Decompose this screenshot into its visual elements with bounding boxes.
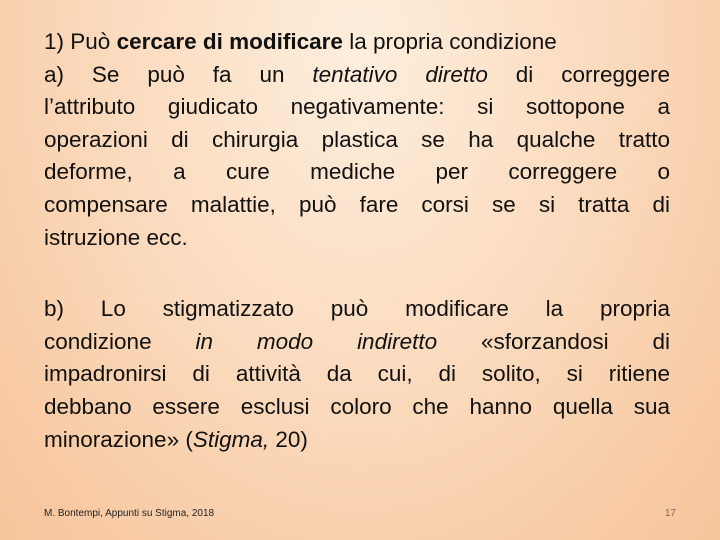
para-b-line-2-pre: condizione bbox=[44, 328, 196, 354]
para-b-line-5 bbox=[44, 424, 670, 457]
para-a-line-5: compensare malattie, può fare corsi se si tratta di bbox=[44, 191, 670, 217]
para-b-line-5-pre: minorazione» ( bbox=[44, 426, 193, 452]
para-a-line-3: operazioni di chirurgia plastica se ha qualche tratto bbox=[44, 126, 670, 152]
para-a-line-1 bbox=[44, 59, 670, 92]
heading-bold: cercare di modificare bbox=[116, 29, 343, 54]
para-a-italic: tentativo diretto bbox=[312, 61, 488, 87]
page-number: 17 bbox=[664, 508, 676, 519]
paragraph-gap bbox=[44, 254, 670, 293]
para-b-italic: in modo indiretto bbox=[195, 328, 438, 354]
para-b-line-1: b) Lo stigmatizzato può modificare la propria bbox=[44, 296, 670, 322]
heading-number: 1) bbox=[44, 29, 71, 54]
heading-post: la propria condizione bbox=[342, 29, 557, 54]
para-a-line-1-post: di correggere bbox=[487, 61, 670, 87]
para-a-line-4: deforme, a cure mediche per correggere o bbox=[44, 159, 670, 185]
para-a-line-1-pre: a) Se può fa un bbox=[44, 61, 313, 87]
para-b-line-3: impadronirsi di attività da cui, di solito, si ritiene bbox=[44, 361, 670, 387]
heading-pre: Può bbox=[70, 29, 117, 54]
para-a-line-6: istruzione ecc. bbox=[44, 224, 188, 250]
para-a-line-2: l’attributo giudicato negativamente: si sottopone a bbox=[44, 94, 670, 120]
para-b-line-5-post: 20) bbox=[269, 426, 308, 452]
slide-body bbox=[44, 26, 670, 456]
citation-title: Stigma, bbox=[192, 426, 270, 452]
footer-credit: M. Bontempi, Appunti su Stigma, 2018 bbox=[44, 508, 215, 519]
heading-line bbox=[44, 26, 670, 59]
para-b-line-2-post: «sforzandosi di bbox=[437, 328, 670, 354]
para-b-line-4: debbano essere esclusi coloro che hanno quella sua bbox=[44, 393, 670, 419]
para-b-line-2 bbox=[44, 326, 670, 359]
